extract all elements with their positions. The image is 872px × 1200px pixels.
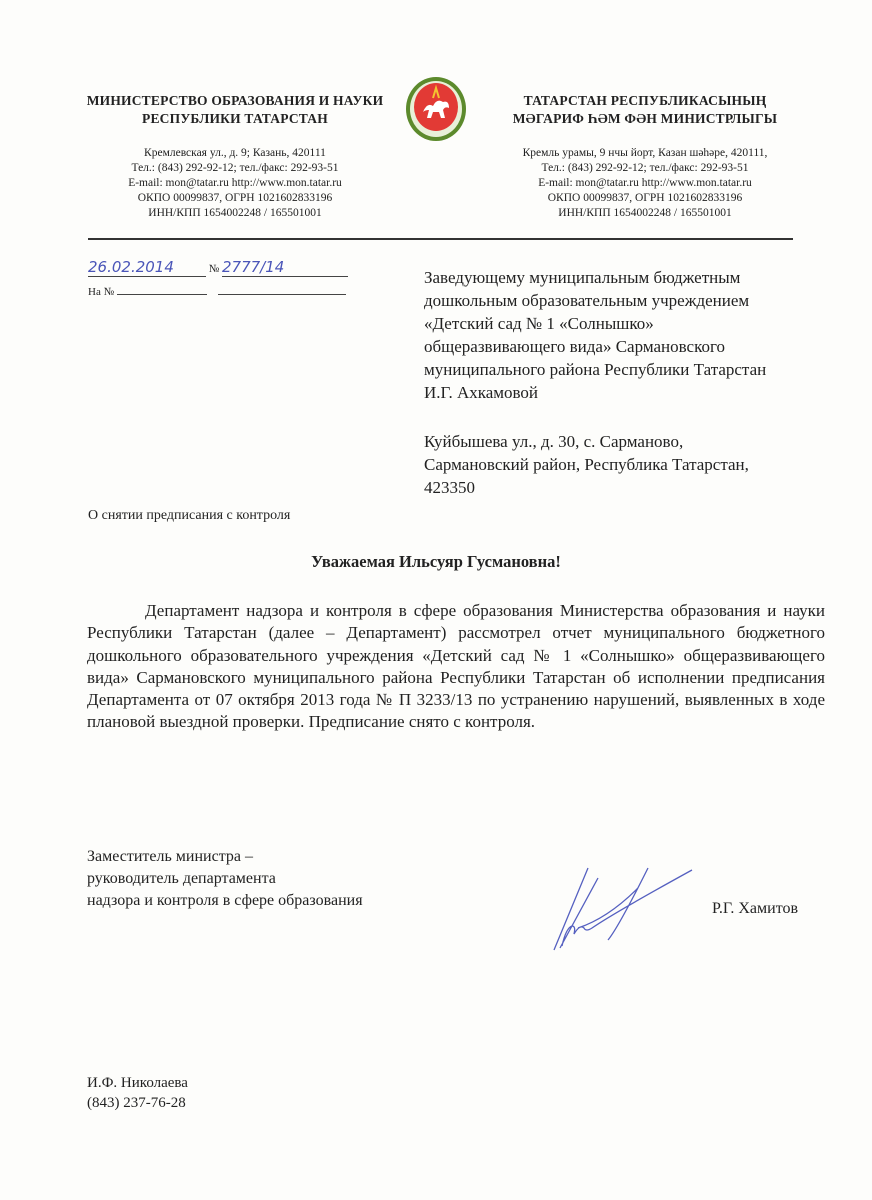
- header-divider: [88, 238, 793, 240]
- registration-date: 26.02.2014: [88, 258, 206, 277]
- recipient-line: И.Г. Ахкамовой: [424, 383, 539, 402]
- reply-to-line: [88, 284, 346, 298]
- contact-line: E-mail: mon@tatar.ru http://www.mon.tatar.ru: [538, 177, 752, 189]
- handwritten-signature-icon: [548, 858, 708, 958]
- executor-phone: (843) 237-76-28: [87, 1095, 186, 1111]
- executor-name: И.Ф. Николаева: [87, 1075, 188, 1091]
- recipient-address: [424, 430, 844, 499]
- contact-line: ОКПО 00099837, ОГРН 1021602833196: [547, 192, 743, 204]
- ministry-header-russian: [85, 92, 385, 221]
- tatarstan-emblem-icon: [405, 76, 467, 142]
- contact-line: ИНН/КПП 1654002248 / 165501001: [558, 207, 732, 219]
- letter-body: Департамент надзора и контроля в сфере образования Министерства образования и науки Республики Татарстан (далее – Департамент) рассмотрел отчет муниципального бюджетного дошкольного образовательного учреждения «Детский сад № 1 «Солнышко» общеразвивающего вида» Сармановского муниципального района Республики Татарстан об исполнении предписания Департамента от 07 октября 2013 года № П 3233/13 по устранению нарушений, выявленных в ходе плановой выездной проверки. Предписание снято с контроля.: [87, 601, 825, 732]
- address-line: Сармановский район, Республика Татарстан,: [424, 455, 749, 474]
- address-line: 423350: [424, 478, 475, 497]
- reply-label: На №: [88, 286, 115, 298]
- recipient-line: муниципального района Республики Татарстан: [424, 360, 767, 379]
- registration-line: [88, 258, 358, 277]
- position-line: надзора и контроля в сфере образования: [87, 892, 363, 909]
- title-line: ТАТАРСТАН РЕСПУБЛИКАСЫНЫҢ: [523, 93, 767, 108]
- contact-line: ОКПО 00099837, ОГРН 1021602833196: [137, 192, 333, 204]
- recipient-line: общеразвивающего вида» Сармановского: [424, 337, 726, 356]
- recipient-block: [424, 266, 844, 404]
- number-sign: №: [208, 263, 220, 275]
- greeting: Уважаемая Ильсуяр Гусмановна!: [311, 552, 561, 571]
- contact-line: E-mail: mon@tatar.ru http://www.mon.tatar.ru: [128, 177, 342, 189]
- position-line: Заместитель министра –: [87, 848, 253, 865]
- title-line: РЕСПУБЛИКИ ТАТАРСТАН: [142, 111, 328, 126]
- recipient-line: Заведующему муниципальным бюджетным: [424, 268, 741, 287]
- registration-number: 2777/14: [222, 258, 348, 277]
- contact-line: Кремль урамы, 9 нчы йорт, Казан шәһәре, 420111,: [522, 147, 768, 159]
- contact-line: Кремлевская ул., д. 9; Казань, 420111: [144, 147, 326, 159]
- position-line: руководитель департамента: [87, 870, 276, 887]
- recipient-line: дошкольным образовательным учреждением: [424, 291, 750, 310]
- signer-position: [87, 846, 363, 912]
- signer-name: Р.Г. Хамитов: [712, 900, 799, 917]
- title-line: МӘГАРИФ ҺӘМ ФӘН МИНИСТРЛЫГЫ: [512, 111, 778, 126]
- executor-block: [87, 1073, 188, 1113]
- title-line: МИНИСТЕРСТВО ОБРАЗОВАНИЯ И НАУКИ: [86, 93, 384, 108]
- contact-line: Тел.: (843) 292-92-12; тел./факс: 292-93-51: [131, 162, 339, 174]
- recipient-line: «Детский сад № 1 «Солнышко»: [424, 314, 654, 333]
- address-line: Куйбышева ул., д. 30, с. Сарманово,: [424, 432, 684, 451]
- contact-line: Тел.: (843) 292-92-12; тел./факс: 292-93-51: [541, 162, 749, 174]
- letter-subject: О снятии предписания с контроля: [88, 508, 291, 523]
- ministry-header-tatar: [495, 92, 795, 221]
- contact-line: ИНН/КПП 1654002248 / 165501001: [148, 207, 322, 219]
